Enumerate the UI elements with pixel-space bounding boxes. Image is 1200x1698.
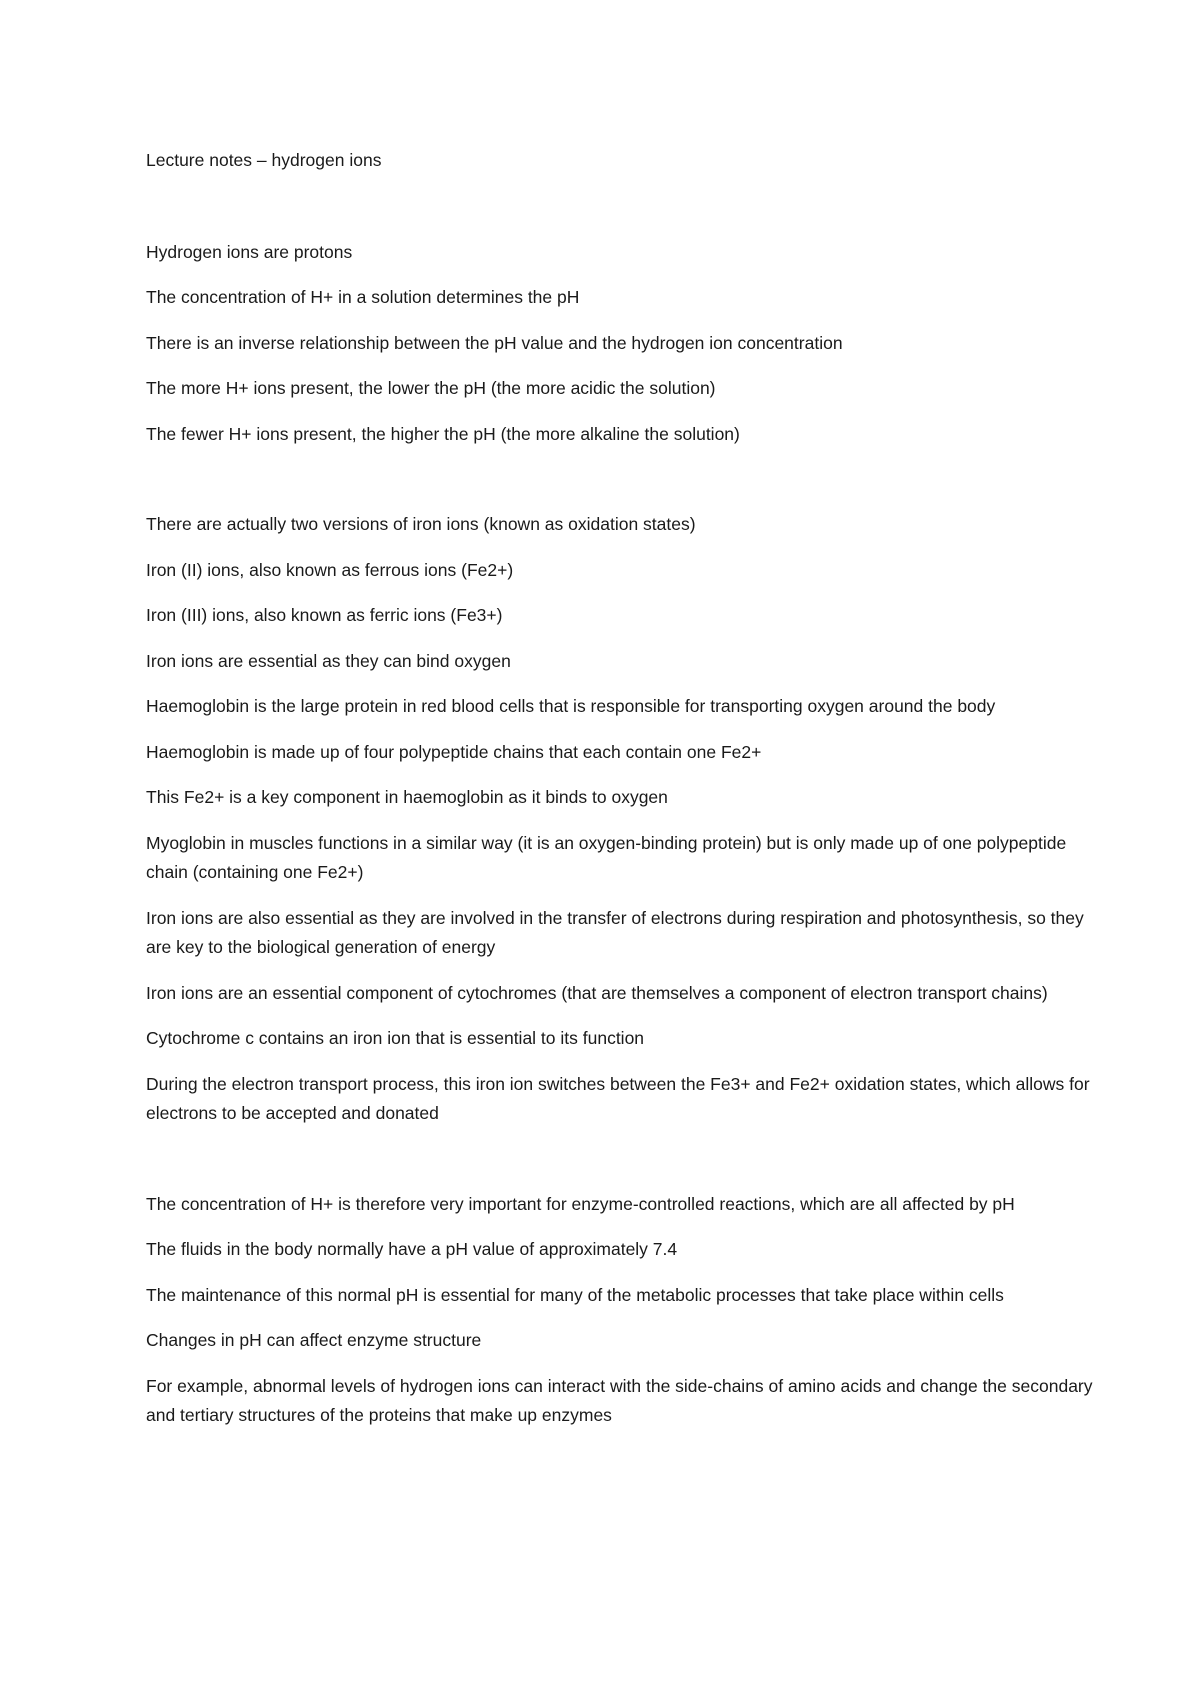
paragraph: The concentration of H+ is therefore very important for enzyme-controlled reactions, which are all affected by pH (146, 1193, 1015, 1214)
paragraph: The more H+ ions present, the lower the pH (the more acidic the solution) (146, 378, 716, 398)
section-spacer (146, 465, 1096, 510)
paragraph: Hydrogen ions are protons (146, 241, 353, 262)
section-ph-enzymes (146, 1190, 1096, 1431)
paragraph: The maintenance of this normal pH is essential for many of the metabolic processes that take place within cells (146, 1284, 1004, 1305)
paragraph: There is an inverse relationship between the pH value and the hydrogen ion concentration (146, 332, 843, 353)
paragraph: The fluids in the body normally have a pH value of approximately 7.4 (146, 1239, 678, 1259)
paragraph: Cytochrome c contains an iron ion that is essential to its function (146, 1028, 645, 1048)
paragraph: There are actually two versions of iron ions (known as oxidation states) (146, 514, 696, 534)
paragraph: Myoglobin in muscles functions in a similar way (it is an oxygen-binding protein) but is only made up of one polypeptide chain (containing one Fe2+) (146, 832, 1067, 882)
paragraph: During the electron transport process, this iron ion switches between the Fe3+ and Fe2+ oxidation states, which allows for electrons to be accepted and donated (146, 1073, 1090, 1123)
paragraph: The fewer H+ ions present, the higher the pH (the more alkaline the solution) (146, 423, 740, 444)
section-hydrogen-ions (146, 238, 1096, 450)
document-body (146, 146, 1096, 1447)
paragraph: Haemoglobin is made up of four polypeptide chains that each contain one Fe2+ (146, 741, 762, 762)
paragraph: Iron ions are an essential component of cytochromes (that are themselves a component of electron transport chains) (146, 982, 1048, 1003)
paragraph: Haemoglobin is the large protein in red blood cells that is responsible for transporting oxygen around the body (146, 696, 996, 716)
paragraph: The concentration of H+ in a solution determines the pH (146, 287, 580, 307)
paragraph: Iron ions are essential as they can bind oxygen (146, 650, 511, 671)
paragraph: Changes in pH can affect enzyme structure (146, 1330, 482, 1350)
section-spacer (146, 1145, 1096, 1190)
paragraph: Iron (III) ions, also known as ferric ions (Fe3+) (146, 605, 503, 625)
section-iron-ions (146, 510, 1096, 1129)
document-title: Lecture notes – hydrogen ions (146, 150, 382, 170)
paragraph: Iron ions are also essential as they are involved in the transfer of electrons during respiration and photosynthesis, so they are key to the biological generation of energy (146, 907, 1084, 957)
paragraph: Iron (II) ions, also known as ferrous ions (Fe2+) (146, 559, 514, 580)
paragraph: For example, abnormal levels of hydrogen ions can interact with the side-chains of amino acids and change the secondary and tertiary structures of the proteins that make up enzymes (146, 1375, 1093, 1425)
paragraph: This Fe2+ is a key component in haemoglobin as it binds to oxygen (146, 787, 668, 807)
